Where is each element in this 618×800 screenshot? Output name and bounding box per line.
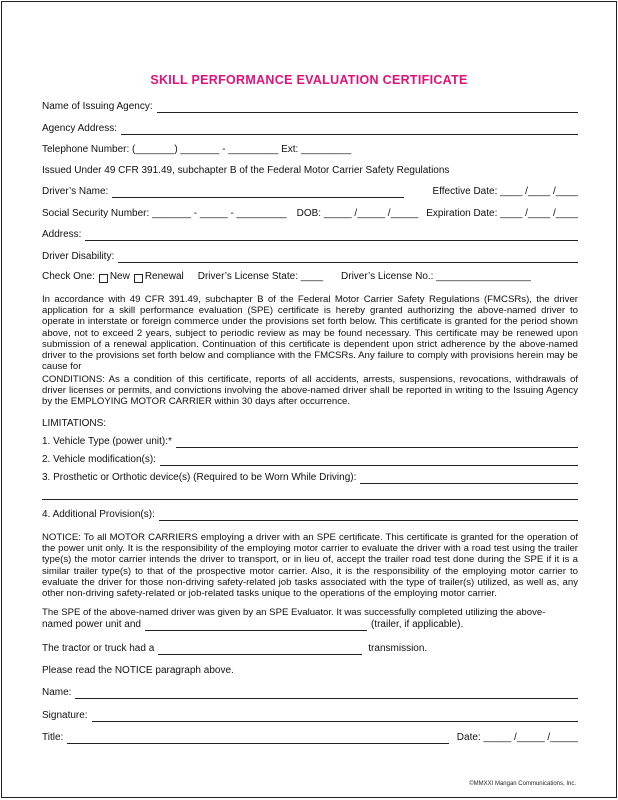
date-field[interactable]: Date: _____ /_____ /_____ (456, 732, 578, 743)
additional-field[interactable] (159, 511, 578, 521)
notice-paragraph: NOTICE: To all MOTOR CARRIERS employing a driver with an SPE certificate. This certificate is granted for the operation of the power unit only. It is the responsibility of the employing motor carrier to evaluate the driver with a road test using the trailer type(s) the motor carrier intends the driver to transport, or in lieu of, accept the trailer road test done during the SPE if it is a similar trailer type(s) to that of the prospective motor carrier. Also, it is the responsibility of the employing motor carrier to evaluate the driver for those non-driving safety-related job tasks associated with the type of trailer(s) utilized, as well as, any other non-driving safety-related or job-related tasks unique to the operations of the employing motor carrier. (42, 532, 578, 600)
prosthetic-label: 3. Prosthetic or Orthotic device(s) (Required to be Worn While Driving): (42, 472, 357, 483)
vehicle-mods-row (42, 454, 578, 466)
driver-disability-row (42, 251, 578, 263)
license-no-field[interactable]: Driver’s License No.: _________________ (341, 271, 531, 282)
read-notice-row (42, 665, 578, 677)
prosthetic-extra-row (42, 490, 578, 500)
ssn-field[interactable]: Social Security Number: _______ - _____ - _________ (42, 208, 287, 219)
read-notice-text: Please read the NOTICE paragraph above. (42, 665, 234, 676)
drivers-name-row (42, 186, 578, 198)
power-unit-row (42, 619, 578, 631)
form-title: SKILL PERFORMANCE EVALUATION CERTIFICATE (150, 73, 468, 87)
ssn-row (42, 208, 578, 220)
issuing-agency-field[interactable] (157, 103, 578, 113)
name-field[interactable] (75, 689, 578, 699)
spe-given-text: The SPE of the above-named driver was given by an SPE Evaluator. It was successfully completed utilizing the above- (42, 607, 546, 618)
limitations-heading-row (42, 418, 578, 430)
title-row (42, 732, 578, 744)
new-checkbox[interactable] (99, 274, 108, 283)
drivers-name-label: Driver’s Name: (42, 186, 109, 197)
agency-address-label: Agency Address: (42, 123, 118, 134)
name-row (42, 687, 578, 699)
address-row (42, 229, 578, 241)
tractor-row (42, 643, 578, 655)
signature-label: Signature: (42, 710, 88, 721)
name-label: Name: (42, 687, 72, 698)
dob-field[interactable]: DOB: _____ /_____ /_____ (296, 208, 419, 219)
check-one-label: Check One: (42, 271, 95, 282)
copyright-footer: ©MMXXI Mangan Communications, Inc. (469, 781, 576, 787)
expiration-date-field[interactable]: Expiration Date: ____ /____ /____ (426, 208, 578, 219)
limitations-heading: LIMITATIONS: (42, 418, 107, 429)
driver-disability-label: Driver Disability: (42, 251, 115, 262)
trailer-label: (trailer, if applicable). (370, 619, 464, 630)
accordance-paragraph: In accordance with 49 CFR 391.49, subchapter B of the Federal Motor Carrier Safety Regulations (FMCSRs), the driver application for a skill performance evaluation (SPE) certificate is hereby granted authorizing the above-named driver to operate in interstate or foreign commerce under the provisions set forth below. This certificate is granted for the period shown above, not to exceed 2 years, subject to periodic review as may be found necessary. This certificate may be renewed upon submission of a renewal application. Continuation of this certificate is dependent upon strict adherence by the above-named driver to the provisions set forth below and compliance with the FMCSRs. Any failure to comply with provisions herein may be cause for (42, 294, 578, 373)
issued-under-row (42, 165, 578, 177)
vehicle-mods-field[interactable] (160, 456, 578, 466)
transmission-label: transmission. (368, 643, 428, 654)
vehicle-type-label: 1. Vehicle Type (power unit):* (42, 436, 172, 447)
effective-date-field[interactable]: Effective Date: ____ /____ /____ (432, 186, 578, 197)
conditions-paragraph: CONDITIONS: As a condition of this certificate, reports of all accidents, arrests, suspensions, revocations, withdrawals of driver licenses or permits, and convictions involving the above-named driver shall be reported in writing to the Issuing Agency by the EMPLOYING MOTOR CARRIER within 30 days after occurrence. (42, 374, 578, 408)
agency-address-row (42, 123, 578, 135)
agency-address-field[interactable] (121, 125, 578, 135)
prosthetic-extra-line[interactable] (42, 490, 578, 500)
power-unit-field[interactable] (145, 621, 367, 631)
address-field[interactable] (85, 231, 578, 241)
prosthetic-field[interactable] (360, 474, 578, 484)
transmission-field[interactable] (158, 645, 362, 655)
issuing-agency-label: Name of Issuing Agency: (42, 101, 153, 112)
issued-under-text: Issued Under 49 CFR 391.49, subchapter B of the Federal Motor Carrier Safety Regulations (42, 165, 450, 176)
renewal-checkbox[interactable] (134, 274, 143, 283)
telephone-row (42, 144, 578, 156)
renewal-label: Renewal (144, 271, 184, 282)
additional-row (42, 509, 578, 521)
check-one-row (42, 271, 578, 283)
address-label: Address: (42, 229, 82, 240)
signature-field[interactable] (92, 712, 578, 722)
additional-label: 4. Additional Provision(s): (42, 509, 155, 520)
license-state-field[interactable]: Driver’s License State: ____ (197, 271, 324, 282)
title-label: Title: (42, 732, 64, 743)
power-unit-label: named power unit and (42, 619, 141, 630)
vehicle-mods-label: 2. Vehicle modification(s): (42, 454, 156, 465)
issuing-agency-row (42, 101, 578, 113)
telephone-field[interactable]: Telephone Number: (_______) _______ - _________ Ext: _________ (42, 144, 352, 155)
new-label: New (109, 271, 130, 282)
title-field[interactable] (67, 734, 449, 744)
vehicle-type-row (42, 436, 578, 448)
prosthetic-row (42, 472, 578, 484)
signature-row (42, 710, 578, 722)
driver-disability-field[interactable] (118, 253, 578, 263)
vehicle-type-field[interactable] (176, 438, 578, 448)
certificate-form (1, 1, 617, 798)
tractor-label: The tractor or truck had a (42, 643, 155, 654)
drivers-name-field[interactable] (112, 188, 404, 198)
